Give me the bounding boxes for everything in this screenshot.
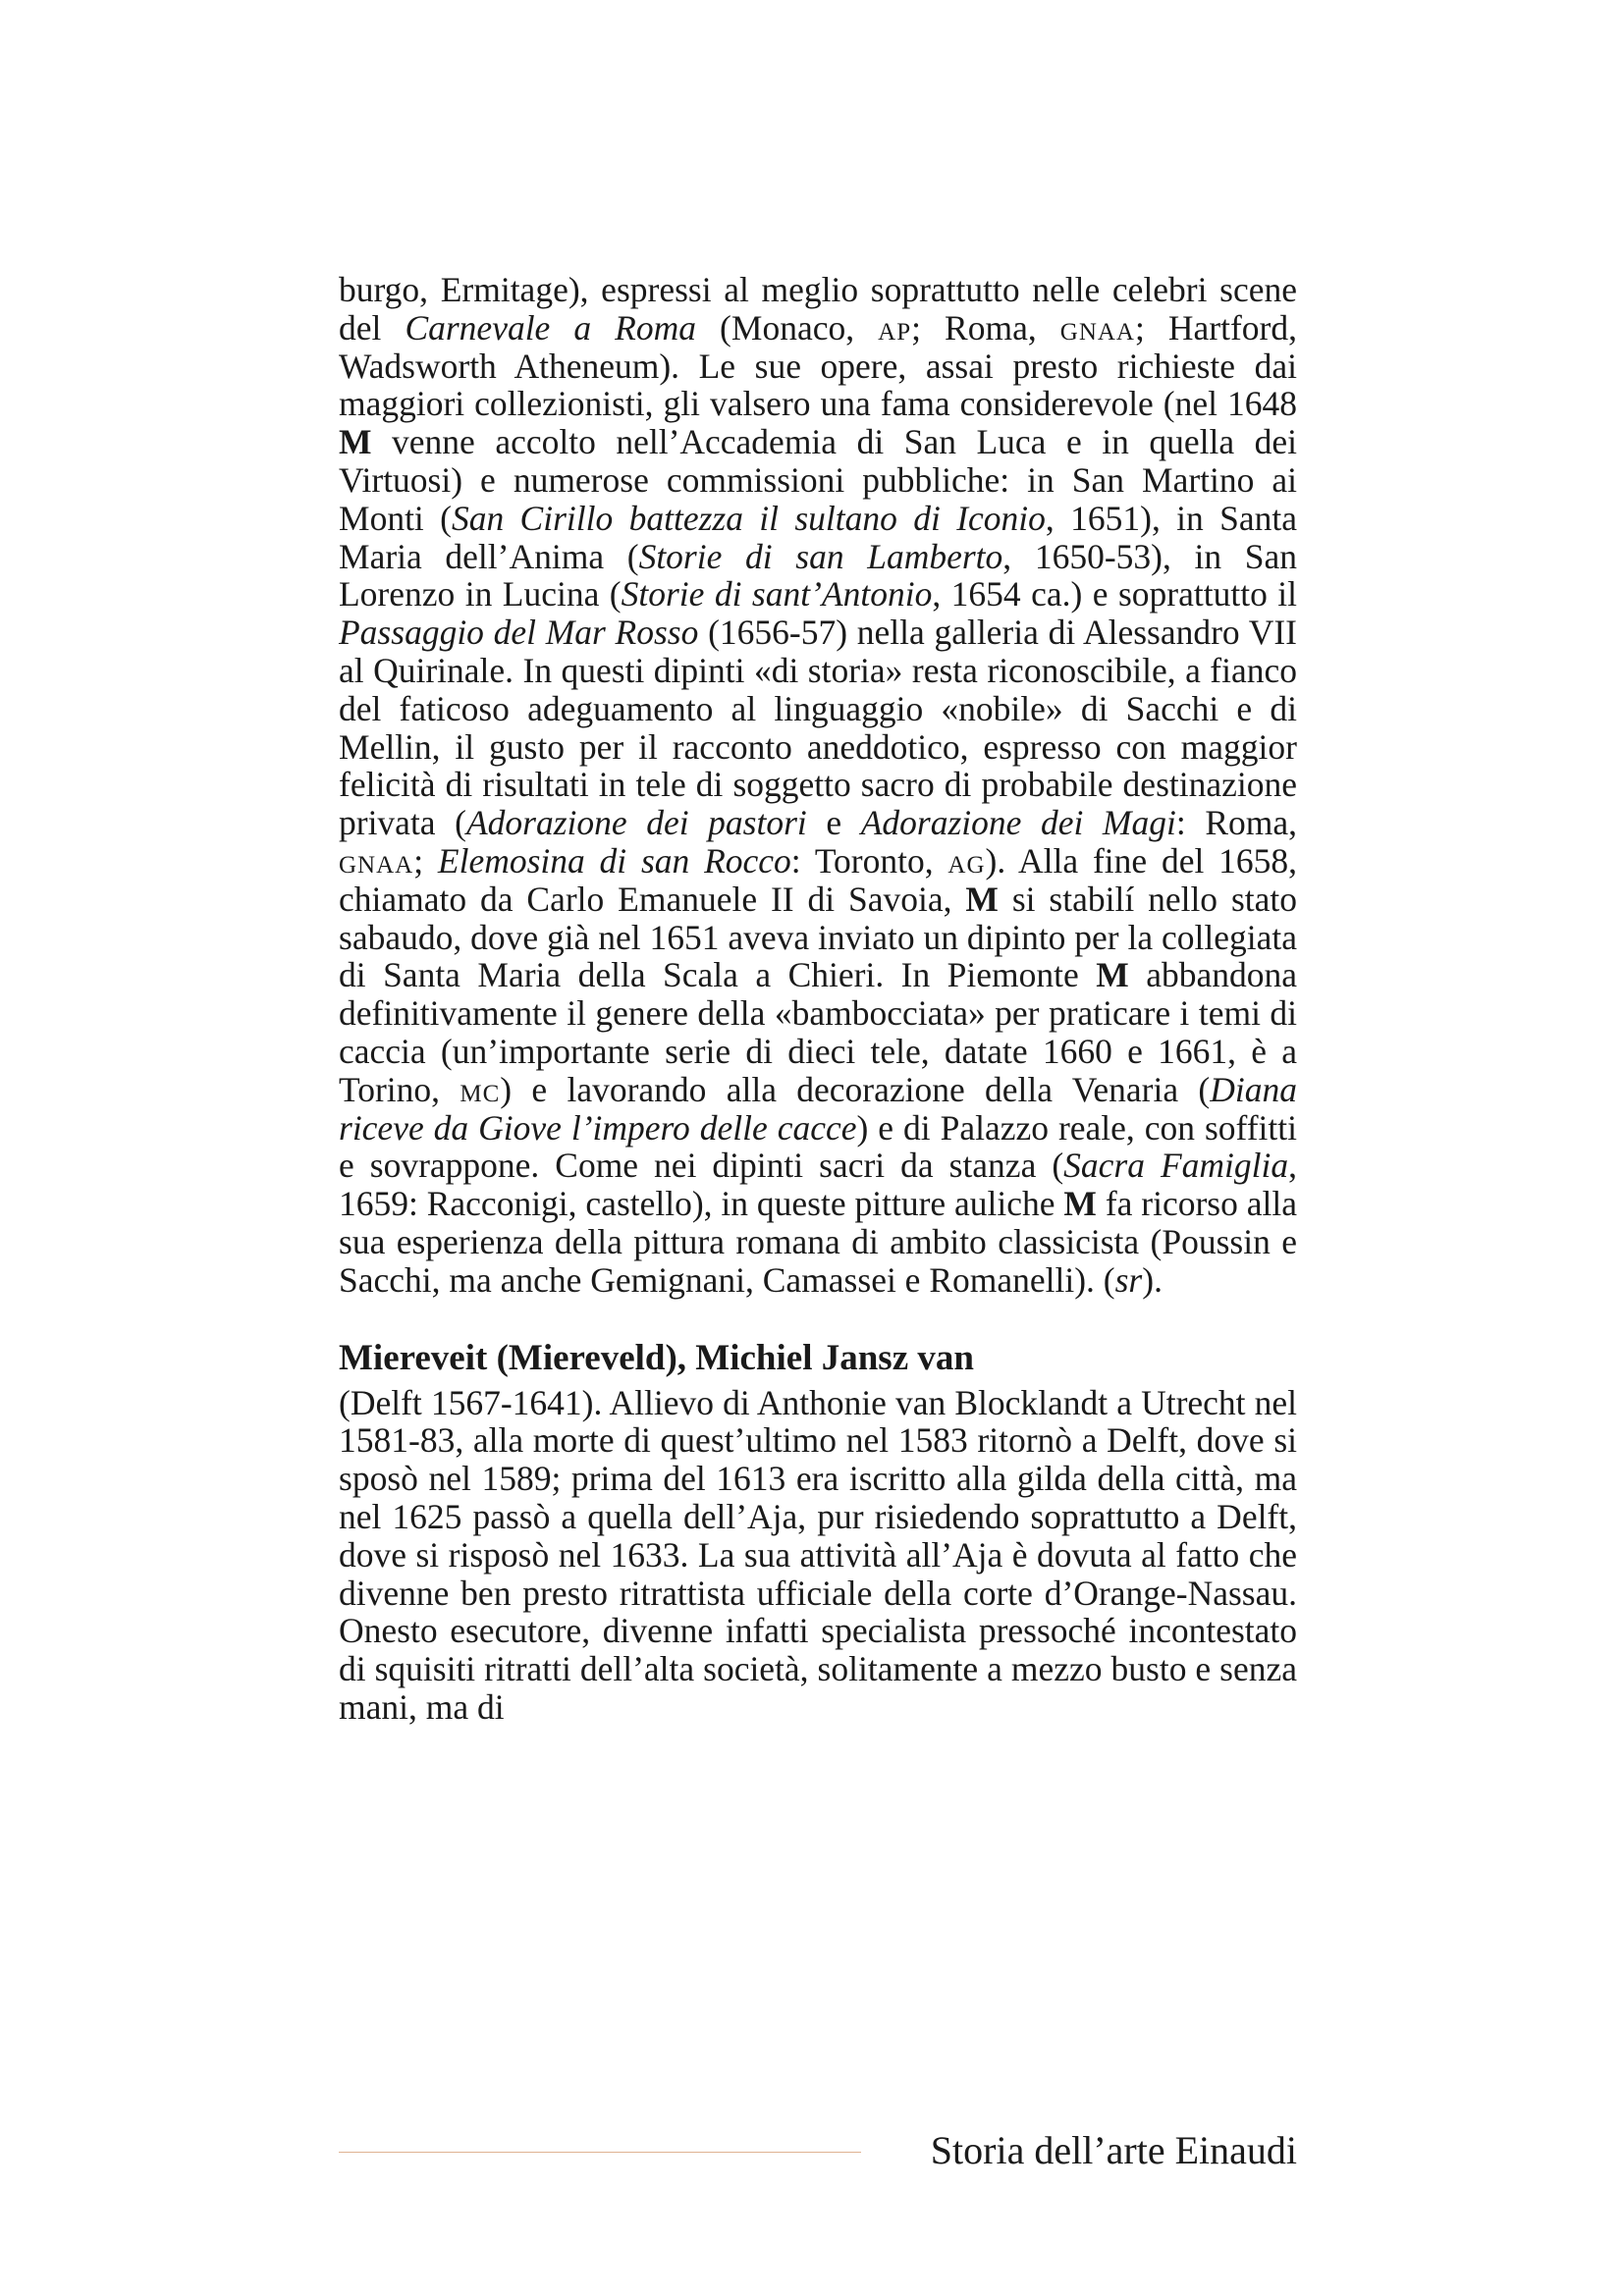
page-body (339, 271, 1297, 1727)
entry-title: Miereveit (Miereveld), Michiel Jansz van (339, 1337, 974, 1378)
footer-label: Storia dell’arte Einaudi (930, 2128, 1297, 2172)
entry-body: (Delft 1567-1641). Allievo di Anthonie van Blocklandt a Utrecht nel 1581-83, alla morte di quest’ultimo nel 1583 ritornò a Delft, dove si sposò nel 1589; prima del 1613 era iscritto alla gilda della città, ma nel 1625 passò a quella dell’Aja, pur risiedendo soprattutto a Delft, dove si risposò nel 1633. La sua attività all’Aja è dovuta al fatto che divenne ben presto ritrattista ufficiale della corte d’Orange-Nassau. Onesto esecutore, divenne infatti specialista pressoché incontestato di squisiti ritratti dell’alta società, solitamente a mezzo busto e senza mani, ma di (339, 1382, 1297, 1727)
continuation-paragraph: burgo, Ermitage), espressi al meglio soprattutto nelle celebri scene del Carnevale a Roma (Monaco, ap; Roma, gnaa; Hartford, Wadsworth Atheneum). Le sue opere, assai presto richieste dai maggiori collezionisti, gli valsero una fama considerevole (nel 1648 M venne accolto nell’Accademia di San Luca e in quella dei Virtuosi) e numerose commissioni pubbliche: in San Martino ai Monti (San Cirillo battezza il sultano di Iconio, 1651), in Santa Maria dell’Anima (Storie di san Lamberto, 1650-53), in San Lorenzo in Lucina (Storie di sant’Antonio, 1654 ca.) e soprattutto il Passaggio del Mar Rosso (1656-57) nella galleria di Alessandro VII al Quirinale. In questi dipinti «di storia» resta riconoscibile, a fianco del faticoso adeguamento al linguaggio «nobile» di Sacchi e di Mellin, il gusto per il racconto aneddotico, espresso con maggior felicità di risultati in tele di soggetto sacro di probabile destinazione privata (Adorazione dei pastori e Adorazione dei Magi: Roma, gnaa; Elemosina di san Rocco: Toronto, ag). Alla fine del 1658, chiamato da Carlo Emanuele II di Savoia, M si stabilí nello stato sabaudo, dove già nel 1651 aveva inviato un dipinto per la collegiata di Santa Maria della Scala a Chieri. In Piemonte M abbandona definitivamente il genere della «bambocciata» per praticare i temi di caccia (un’importante serie di dieci tele, datate 1660 e 1661, è a Torino, mc) e lavorando alla decorazione della Venaria (Diana riceve da Giove l’impero delle cacce) e di Palazzo reale, con soffitti e sovrappone. Come nei dipinti sacri da stanza (Sacra Famiglia, 1659: Racconigi, castello), in queste pitture auliche M fa ricorso alla sua esperienza della pittura romana di ambito classicista (Poussin e Sacchi, ma anche Gemignani, Camassei e Romanelli). (sr). (339, 270, 1297, 1300)
footer-divider (339, 2152, 861, 2153)
